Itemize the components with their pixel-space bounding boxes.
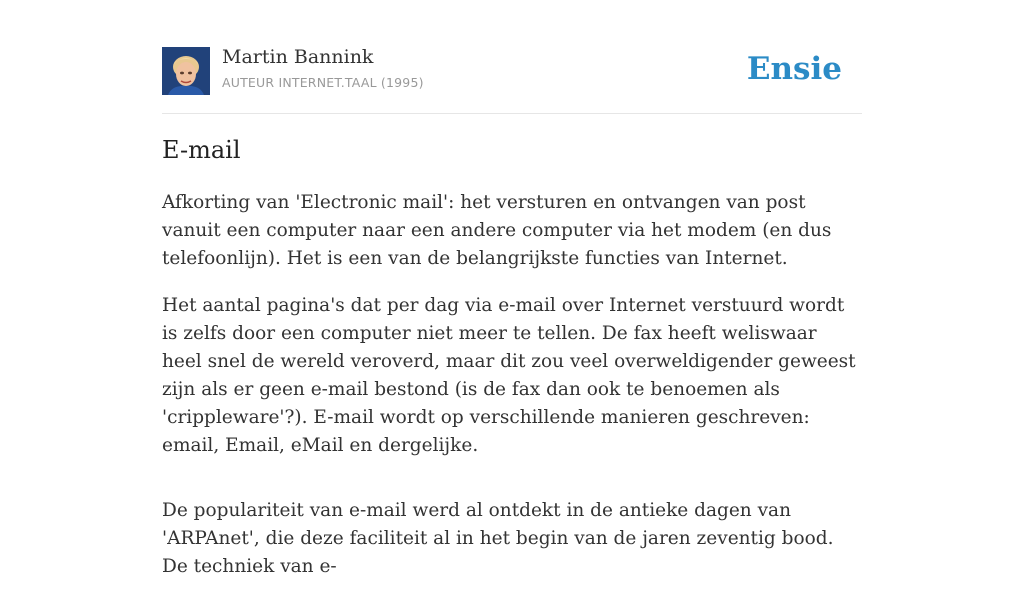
paragraph: Afkorting van 'Electronic mail': het versturen en ontvangen van post vanuit een computer naar een andere computer via het modem (en dus telefoonlijn). Het is een van de belangrijkste functies van Internet. bbox=[162, 192, 832, 269]
author-name[interactable]: Martin Bannink bbox=[222, 46, 374, 68]
ensie-logo[interactable]: Ensie bbox=[746, 51, 842, 87]
author-photo-icon bbox=[162, 47, 210, 95]
paragraph: Het aantal pagina's dat per dag via e-mail over Internet verstuurd wordt is zelfs door een computer niet meer te tellen. De fax heeft weliswaar heel snel de wereld veroverd, maar dit zou veel overweldigender geweest zijn als er geen e-mail bestond (is de fax dan ook te benoemen als 'crippleware'?). E-mail wordt op verschillende manieren geschreven: email, Email, eMail en dergelijke. bbox=[162, 295, 856, 456]
paragraph: De populariteit van e-mail werd al ontdekt in de antieke dagen van 'ARPAnet', die deze faciliteit al in het begin van de jaren zeventig bood. De techniek van e- bbox=[162, 500, 834, 577]
entry-title: E-mail bbox=[162, 136, 241, 164]
header-divider bbox=[162, 113, 862, 114]
author-avatar[interactable] bbox=[162, 47, 210, 95]
author-role: AUTEUR INTERNET.TAAL (1995) bbox=[222, 75, 424, 90]
author-header bbox=[162, 46, 862, 96]
entry-body bbox=[162, 189, 862, 600]
